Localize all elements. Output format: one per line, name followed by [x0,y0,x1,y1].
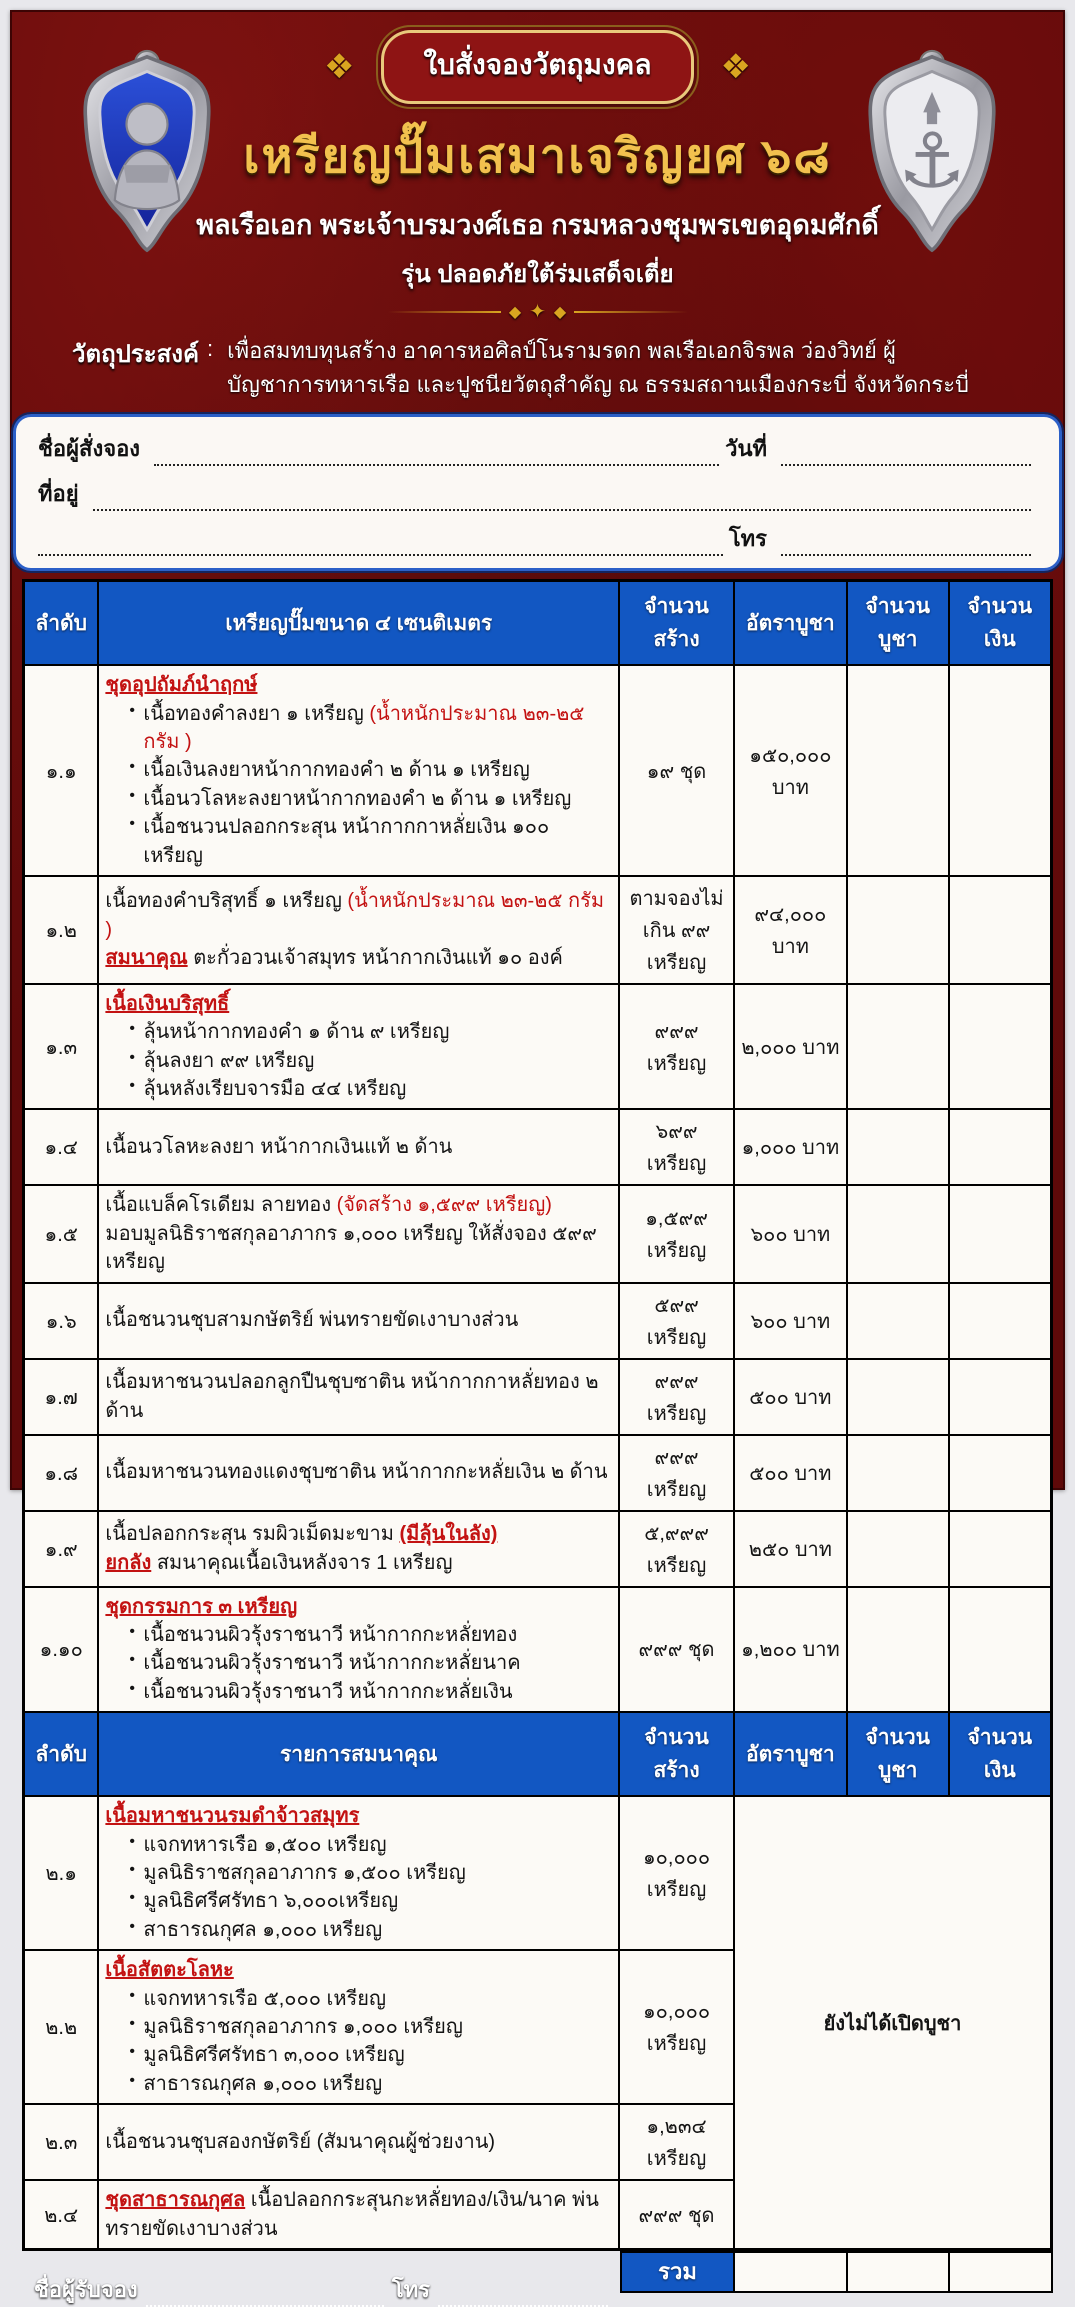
edition-line: รุ่น ปลอดภัยใต้ร่มเสด็จเตี่ย [401,261,674,288]
made-quantity-cell: ๑,๒๓๔ เหรียญ [619,2104,734,2180]
item-description-cell: เนื้อชนวนชุบสามกษัตริย์ พ่นทรายขัดเงาบางส่วน [98,1283,619,1359]
bullet-icon: • [129,1077,136,1095]
buyer-phone-field[interactable] [781,532,1031,556]
table-row [24,1796,1052,1950]
price-cell: ๑,๒๐๐ บาท [734,1587,847,1713]
address-field-line1[interactable] [93,487,1031,511]
row-number-cell: ๑.๙ [24,1511,99,1587]
price-cell: ๙๔,๐๐๐ บาท [734,876,847,984]
table-row [24,984,1052,1110]
bullet-icon: • [129,1861,136,1878]
made-quantity-cell: ๙๙๙ เหรียญ [619,984,734,1110]
date-label: วันที่ [725,436,767,462]
total-row [22,2251,1053,2302]
table-row [24,1587,1052,1713]
order-quantity-cell[interactable] [847,1359,949,1435]
form-type-badge: ใบสั่งจองวัตถุมงคล [381,30,695,104]
col-header-order-qty: จำนวนบูชา [847,1712,949,1796]
price-cell: ๖๐๐ บาท [734,1185,847,1282]
purpose-label: วัตถุประสงค์ [72,341,200,368]
bullet-icon: • [129,1048,136,1066]
gold-flourish-divider: ◆ ✦ ◆ [388,299,688,324]
row-number-cell: ๑.๓ [24,984,99,1110]
amount-cell[interactable] [949,1109,1052,1185]
not-yet-open-note-cell: ยังไม่ได้เปิดบูชา [734,1796,1052,2249]
bullet-icon: • [129,1020,136,1038]
bullet-icon: • [129,701,136,719]
col-header-made: จำนวนสร้าง [619,581,734,666]
row-number-cell: ๑.๑๐ [24,1587,99,1713]
purpose-colon: : [207,336,214,361]
table-header-section1 [24,581,1052,666]
purpose-section [72,334,1065,402]
amount-cell[interactable] [949,876,1052,984]
made-quantity-cell: ๑๐,๐๐๐ เหรียญ [619,1950,734,2104]
price-cell: ๕๐๐ บาท [734,1435,847,1511]
order-quantity-cell[interactable] [847,1435,949,1511]
item-description-cell: เนื้อมหาชนวนทองแดงชุบซาติน หน้ากากกะหลั่ยเงิน ๒ ด้าน [98,1435,619,1511]
col-header-bonus-items: รายการสมนาคุณ [98,1712,619,1796]
page-title: เหรียญปั๊มเสมาเจริญยศ ๖๘ [243,129,832,182]
price-cell: ๖๐๐ บาท [734,1283,847,1359]
subtitle-admiral-name: พลเรือเอก พระเจ้าบรมวงศ์เธอ กรมหลวงชุมพรเขตอุดมศักดิ์ [196,210,879,240]
col-header-price: อัตราบูชา [734,581,847,666]
made-quantity-cell: ๑,๕๙๙ เหรียญ [619,1185,734,1282]
col-header-price: อัตราบูชา [734,1712,847,1796]
row-number-cell: ๑.๒ [24,876,99,984]
address-label: ที่อยู่ [38,481,79,507]
bullet-icon: • [129,2014,136,2032]
table-row [24,1185,1052,1282]
col-header-item: เหรียญปั๊มขนาด ๔ เซนติเมตร [98,581,619,666]
made-quantity-cell: ๖๙๙ เหรียญ [619,1109,734,1185]
price-cell: ๑๕๐,๐๐๐ บาท [734,665,847,876]
col-header-no: ลำดับ [24,1712,99,1796]
row-number-cell: ๑.๕ [24,1185,99,1282]
buyer-info-box [13,414,1062,571]
col-header-amount: จำนวนเงิน [949,581,1052,666]
row-number-cell: ๑.๔ [24,1109,99,1185]
amount-cell[interactable] [949,1359,1052,1435]
order-table [22,579,1053,2251]
order-quantity-cell[interactable] [847,665,949,876]
made-quantity-cell: ๙๙๙ เหรียญ [619,1435,734,1511]
address-field-line2[interactable] [38,532,723,556]
right-medal-image [857,48,1007,253]
order-quantity-cell[interactable] [847,1511,949,1587]
table-row [24,1283,1052,1359]
table-header-section2 [24,1712,1052,1796]
item-description-cell: เนื้อปลอกกระสุน รมผิวเม็ดมะขาม (มีลุ้นในลัง) ยกลัง สมนาคุณเนื้อเงินหลังจาร 1 เหรียญ [98,1511,619,1587]
amount-cell[interactable] [949,984,1052,1110]
buyer-phone-label: โทร [728,526,767,552]
made-quantity-cell: ๑๙ ชุด [619,665,734,876]
receiver-phone-label: โทร [391,2276,430,2302]
made-quantity-cell: ๑๐,๐๐๐ เหรียญ [619,1796,734,1950]
date-field[interactable] [781,442,1031,466]
row-number-cell: ๒.๔ [24,2180,99,2249]
item-description-cell: เนื้อมหาชนวนปลอกลูกปืนชุบซาติน หน้ากากกาหลั่ยทอง ๒ ด้าน [98,1359,619,1435]
bullet-icon: • [129,1651,136,1669]
amount-cell[interactable] [949,1435,1052,1511]
item-description-cell: เนื้อเงินบริสุทธิ์ • ลุ้นหน้ากากทองคำ ๑ ด้าน ๙ เหรียญ • ลุ้นลงยา ๙๙ เหรียญ • ลุ้นหลังเรียบจารมือ ๔๔ เหรียญ [98,984,619,1110]
item-description-cell: ชุดสาธารณกุศล เนื้อปลอกกระสุนกะหลั่ยทอง/เงิน/นาค พ่นทรายขัดเงาบางส่วน [98,2180,619,2249]
left-medal-image [72,48,222,253]
order-quantity-cell[interactable] [847,1109,949,1185]
amount-cell[interactable] [949,1185,1052,1282]
bullet-icon: • [129,1832,136,1850]
order-quantity-cell[interactable] [847,984,949,1110]
bullet-icon: • [129,1986,136,2004]
table-row [24,1435,1052,1511]
total-price-cell[interactable] [735,2251,848,2293]
amount-cell[interactable] [949,665,1052,876]
row-number-cell: ๑.๗ [24,1359,99,1435]
made-quantity-cell: ๙๙๙ เหรียญ [619,1359,734,1435]
price-cell: ๑,๐๐๐ บาท [734,1109,847,1185]
item-description-cell: เนื้อทองคำบริสุทธิ์ ๑ เหรียญ (น้ำหนักประมาณ ๒๓-๒๕ กรัม ) สมนาคุณ ตะกั่วอวนเจ้าสมุทร หน้ากากเงินแท้ ๑๐ องค์ [98,876,619,984]
buyer-name-label: ชื่อผู้สั่งจอง [38,436,141,462]
made-quantity-cell: ๕,๙๙๙ เหรียญ [619,1511,734,1587]
item-description-cell: ชุดอุปถัมภ์นำฤกษ์ • เนื้อทองคำลงยา ๑ เหรียญ (น้ำหนักประมาณ ๒๓-๒๕ กรัม ) • เนื้อเงินลงยาหน้ากากทองคำ ๒ ด้าน ๑ เหรียญ • เนื้อนวโลหะลงยาหน้ากากทองคำ ๒ ด้าน ๑ เหรียญ • เนื้อชนวนปลอกกระสุน หน้ากากกาหลั่ยเงิน ๑๐๐ เหรียญ [98,665,619,876]
item-description-cell: เนื้อแบล็คโรเดียม ลายทอง (จัดสร้าง ๑,๕๙๙ เหรียญ) มอบมูลนิธิราชสกุลอาภากร ๑,๐๐๐ เหรียญ ให้สั่งจอง ๕๙๙ เหรียญ [98,1185,619,1282]
total-amount-cell[interactable] [950,2251,1053,2293]
item-description-cell: เนื้อชนวนชุบสองกษัตริย์ (สัมนาคุณผู้ช่วยงาน) [98,2104,619,2180]
order-form-page [10,10,1065,2302]
amount-cell[interactable] [949,1587,1052,1713]
row-number-cell: ๑.๘ [24,1435,99,1511]
made-quantity-cell: ตามจองไม่เกิน ๙๙ เหรียญ [619,876,734,984]
col-header-no: ลำดับ [24,581,99,666]
made-quantity-cell: ๙๙๙ ชุด [619,2180,734,2249]
row-number-cell: ๑.๑ [24,665,99,876]
price-cell: ๕๐๐ บาท [734,1359,847,1435]
item-description-cell: เนื้อนวโลหะลงยา หน้ากากเงินแท้ ๒ ด้าน [98,1109,619,1185]
item-description-cell: เนื้อสัตตะโลหะ • แจกทหารเรือ ๕,๐๐๐ เหรียญ • มูลนิธิราชสกุลอาภากร ๑,๐๐๐ เหรียญ • มูลนิธิศรีศรัทธา ๓,๐๐๐ เหรียญ • สาธารณกุศล ๑,๐๐๐ เหรียญ [98,1950,619,2104]
item-description-cell: เนื้อมหาชนวนรมดำจ้าวสมุทร • แจกทหารเรือ ๑,๕๐๐ เหรียญ • มูลนิธิราชสกุลอาภากร ๑,๕๐๐ เหรียญ • มูลนิธิศรีศรัทธา ๖,๐๐๐เหรียญ • สาธารณกุศล ๑,๐๐๐ เหรียญ [98,1796,619,1950]
table-row [24,876,1052,984]
made-quantity-cell: ๙๙๙ ชุด [619,1587,734,1713]
total-label-cell: รวม [620,2251,735,2293]
total-order-qty-cell[interactable] [848,2251,950,2293]
order-quantity-cell[interactable] [847,1185,949,1282]
amount-cell[interactable] [949,1283,1052,1359]
order-quantity-cell[interactable] [847,876,949,984]
receiver-name-label: ชื่อผู้รับจอง [34,2276,138,2302]
row-number-cell: ๒.๒ [24,1950,99,2104]
row-number-cell: ๒.๑ [24,1796,99,1950]
svg-text:⚓: ⚓ [897,119,967,205]
bullet-icon: • [129,2043,136,2061]
amount-cell[interactable] [949,1511,1052,1587]
table-row [24,1109,1052,1185]
item-description-cell: ชุดกรรมการ ๓ เหรียญ • เนื้อชนวนผิวรุ้งราชนาวี หน้ากากกะหลั่ยทอง • เนื้อชนวนผิวรุ้งราชนาวี หน้ากากกะหลั่ยนาค • เนื้อชนวนผิวรุ้งราชนาวี หน้ากากกะหลั่ยเงิน [98,1587,619,1713]
gold-diamond-ornament-right: ❖ [720,48,751,86]
row-number-cell: ๒.๓ [24,2104,99,2180]
row-number-cell: ๑.๖ [24,1283,99,1359]
bullet-icon: • [129,1917,136,1935]
table-row [24,1359,1052,1435]
table-row [24,1511,1052,1587]
bullet-icon: • [129,815,136,833]
col-header-amount: จำนวนเงิน [949,1712,1052,1796]
gold-diamond-ornament-left: ❖ [324,48,355,86]
col-header-order-qty: จำนวนบูชา [847,581,949,666]
price-cell: ๒,๐๐๐ บาท [734,984,847,1110]
col-header-made: จำนวนสร้าง [619,1712,734,1796]
bullet-icon: • [129,1623,136,1641]
table-row [24,665,1052,876]
bullet-icon: • [129,2071,136,2089]
bullet-icon: • [129,1889,136,1907]
receiver-area [22,2251,620,2302]
order-quantity-cell[interactable] [847,1587,949,1713]
bullet-icon: • [129,1679,136,1697]
buyer-name-field[interactable] [154,442,719,466]
made-quantity-cell: ๕๙๙ เหรียญ [619,1283,734,1359]
receiver-name-field[interactable] [146,2285,384,2307]
receiver-phone-field[interactable] [438,2285,608,2307]
price-cell: ๒๕๐ บาท [734,1511,847,1587]
purpose-text: เพื่อสมทบทุนสร้าง อาคารหอศิลป์โนรามรดก พลเรือเอกจิรพล ว่องวิทย์ ผู้บัญชาการทหารเรือ และปูชนียวัตถุสำคัญ ณ ธรรมสถานเมืองกระบี่ จังหวัดกระบี่ [227,338,970,398]
bullet-icon: • [129,758,136,776]
bullet-icon: • [129,786,136,804]
order-quantity-cell[interactable] [847,1283,949,1359]
